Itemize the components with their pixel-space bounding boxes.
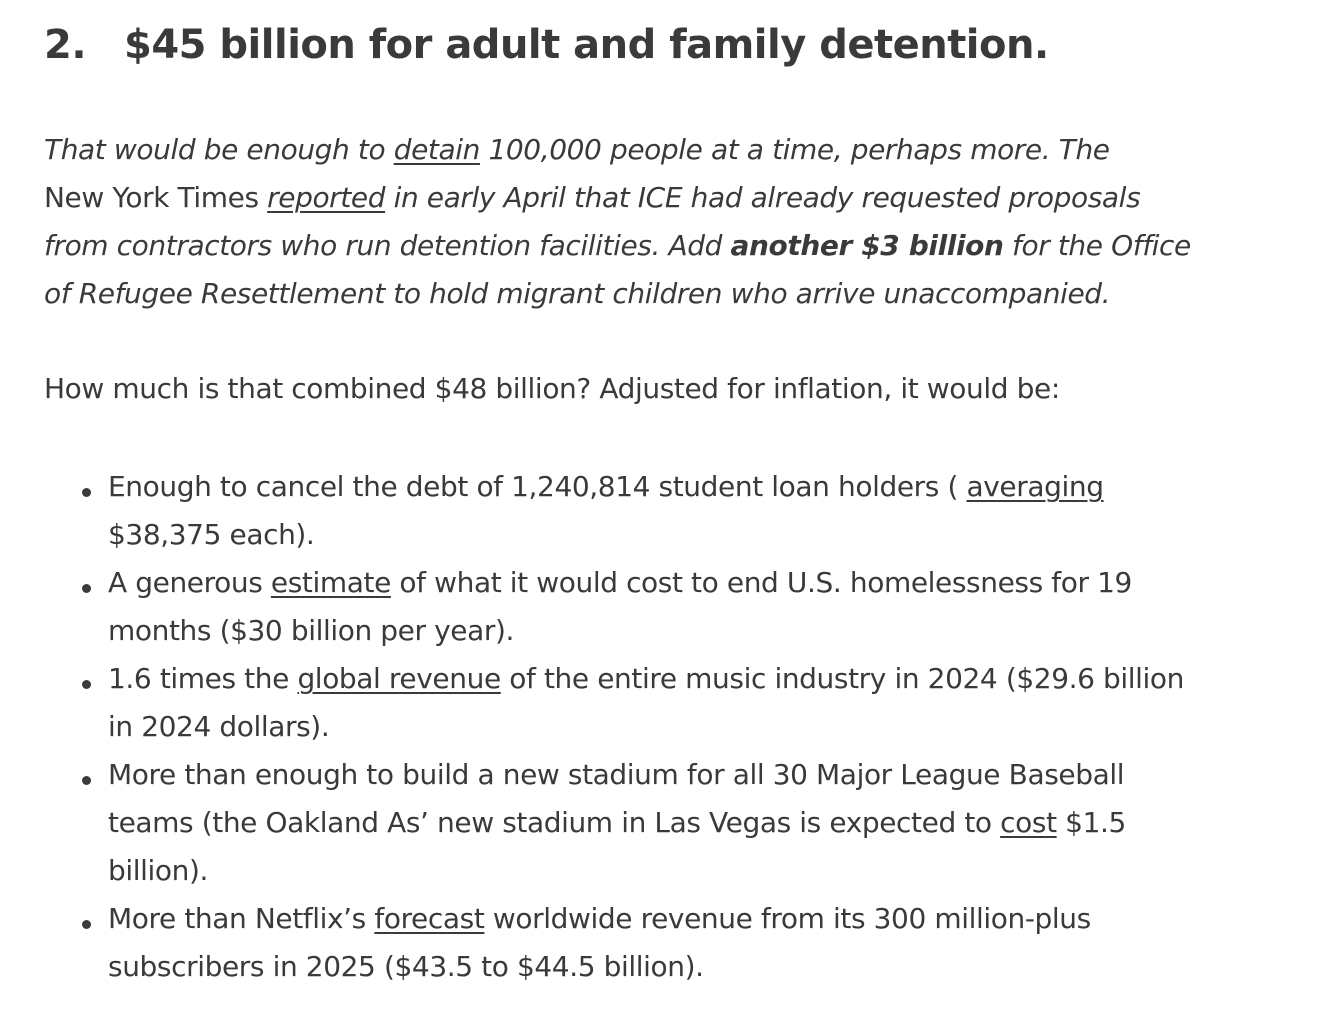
averaging-link[interactable]: averaging	[966, 470, 1104, 503]
list-item-cont: subscribers in 2025 ($43.5 to $44.5 billion).	[108, 950, 704, 983]
text: New York Times	[44, 181, 268, 214]
list-item	[108, 895, 1091, 943]
list-item-cont: months ($30 billion per year).	[108, 614, 515, 647]
text: of Refugee Resettlement to hold migrant children who arrive unaccompanied.	[44, 277, 1111, 310]
text: in early April that ICE had already requested proposals	[385, 181, 1141, 214]
bullet-icon	[82, 584, 91, 593]
heading-number: 2.	[44, 22, 87, 68]
text: from contractors who run detention facilities. Add	[44, 229, 731, 262]
text: More than Netflix’s	[108, 902, 375, 935]
list-item-cont: $38,375 each).	[108, 518, 315, 551]
bullet-icon	[82, 776, 91, 785]
bullet-icon	[82, 920, 91, 929]
intro-line	[44, 222, 1191, 270]
estimate-link[interactable]: estimate	[270, 566, 391, 599]
text: 1.6 times the	[108, 662, 298, 695]
text: for the Office	[1003, 229, 1191, 262]
text: of what it would cost to end U.S. homelessness for 19	[390, 566, 1132, 599]
intro-line	[44, 174, 1140, 222]
forecast-link[interactable]: forecast	[374, 902, 485, 935]
bullet-icon	[82, 488, 91, 497]
intro-line	[44, 270, 1110, 318]
reported-link[interactable]: reported	[267, 181, 386, 214]
text: teams (the Oakland As’ new stadium in Las Vegas is expected to	[108, 806, 1001, 839]
detain-link[interactable]: detain	[393, 133, 480, 166]
list-item	[108, 463, 1104, 511]
section-heading	[44, 22, 1049, 68]
text: Enough to cancel the debt of 1,240,814 student loan holders (	[108, 470, 967, 503]
bold-text: another $3 billion	[730, 229, 1004, 262]
list-item-cont: in 2024 dollars).	[108, 710, 330, 743]
bullet-icon	[82, 680, 91, 689]
text: That would be enough to	[44, 133, 394, 166]
text: A generous	[108, 566, 271, 599]
list-item-cont: billion).	[108, 854, 208, 887]
list-item	[108, 655, 1184, 703]
list-item-cont	[108, 799, 1126, 847]
heading-title: $45 billion for adult and family detention.	[124, 22, 1049, 68]
text: of the entire music industry in 2024 ($29.6 billion	[500, 662, 1184, 695]
text: 100,000 people at a time, perhaps more. The	[479, 133, 1110, 166]
intro-line	[44, 126, 1110, 174]
cost-link[interactable]: cost	[1000, 806, 1057, 839]
question-paragraph: How much is that combined $48 billion? Adjusted for inflation, it would be:	[44, 372, 1060, 405]
text: $1.5	[1056, 806, 1126, 839]
list-item: More than enough to build a new stadium for all 30 Major League Baseball	[108, 758, 1125, 791]
global-revenue-link[interactable]: global revenue	[297, 662, 501, 695]
text: worldwide revenue from its 300 million-plus	[484, 902, 1091, 935]
list-item	[108, 559, 1132, 607]
